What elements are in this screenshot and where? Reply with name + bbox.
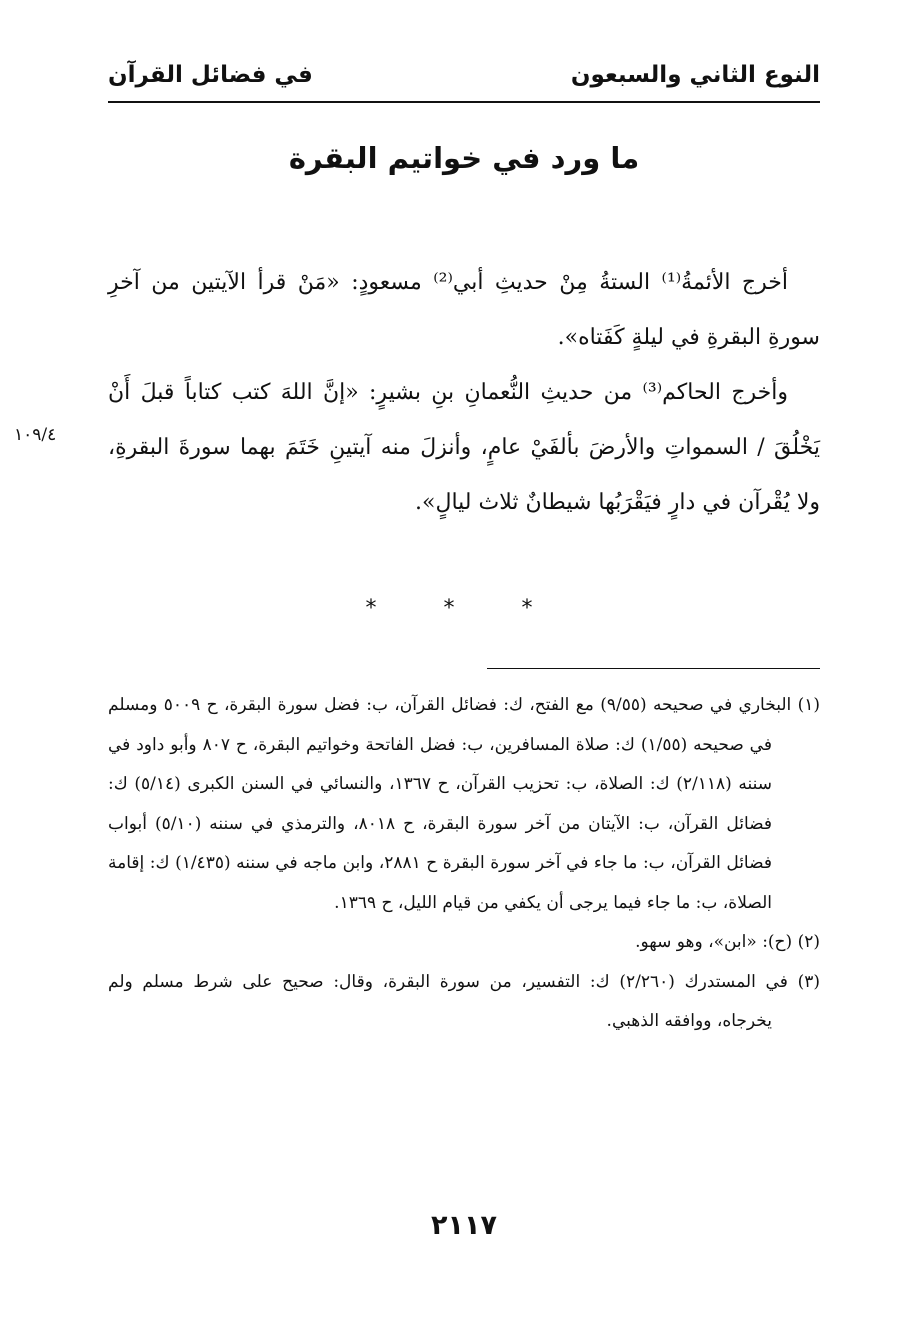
main-text	[108, 255, 820, 530]
footnote-divider	[487, 668, 820, 669]
section-separator: * * *	[365, 596, 563, 621]
page-number: ٢١١٧	[431, 1210, 497, 1241]
footnote-3	[108, 963, 820, 1042]
paragraph-2: وأخرج الحاكم⁽³⁾ من حديثِ النُّعمانِ بنِ بشيرٍ: «إنَّ اللهَ كتب كتاباً قبلَ أَنْ يَخْلُقَ / السمواتِ والأرضَ بألفَيْ عامٍ، وأنزلَ منه آيتينِ خَتَمَ بهما سورةَ البقرةِ، ولا يُقْرآن في دارٍ فيَقْرَبُها شيطانٌ ثلاث ليالٍ».	[108, 380, 820, 515]
footnote-1	[108, 686, 820, 923]
footnote-number: (٣)	[797, 971, 820, 992]
footnote-text: (ح): «ابن»، وهو سهو.	[635, 932, 793, 952]
footnotes	[108, 686, 820, 1042]
footnote-number: (١)	[797, 695, 820, 715]
header-book-section: في فضائل القرآن	[108, 62, 313, 88]
footnote-text: البخاري في صحيحه (٩/٥٥) مع الفتح، ك: فضائل القرآن، ب: فضل سورة البقرة، ح ٥٠٠٩ ومسلم في صحيحه (١/٥٥) ك: صلاة المسافرين، ب: فضل الفاتحة وخواتيم البقرة، ح ٨٠٧ وأبو داود في سننه (٢/١١٨) ك: الصلاة، ب: تحزيب القرآن، ح ١٣٦٧، والنسائي في السنن الكبرى (٥/١٤) ك: فضائل القرآن، ب: الآيتان من آخر سورة البقرة، ح ٨٠١٨، والترمذي في سننه (٥/١٠) أبواب فضائل القرآن، ب: ما جاء في آخر سورة البقرة ح ٢٨٨١، وابن ماجه في سننه (١/٤٣٥) ك: إقامة الصلاة، ب: ما جاء فيما يرجى أن يكفي من قيام الليل، ح ١٣٦٩.	[108, 695, 792, 913]
footnote-2	[108, 923, 820, 963]
header-chapter-type: النوع الثاني والسبعون	[570, 62, 820, 88]
margin-volume-page-ref: ١٠٩/٤	[14, 425, 57, 445]
header-divider	[108, 101, 820, 103]
paragraph-1: أخرج الأئمةُ⁽¹⁾ الستةُ مِنْ حديثِ أبي⁽²⁾ مسعودٍ: «مَنْ قرأ الآيتين من آخرِ سورةِ البقرةِ في ليلةٍ كَفَتاه».	[108, 270, 820, 350]
running-header	[108, 58, 820, 98]
footnote-number: (٢)	[797, 932, 820, 952]
section-title: ما ورد في خواتيم البقرة	[288, 141, 640, 175]
footnote-text: في المستدرك (٢/٢٦٠) ك: التفسير، من سورة البقرة، وقال: صحيح على شرط مسلم ولم يخرجاه، ووافقه الذهبي.	[108, 971, 788, 1031]
